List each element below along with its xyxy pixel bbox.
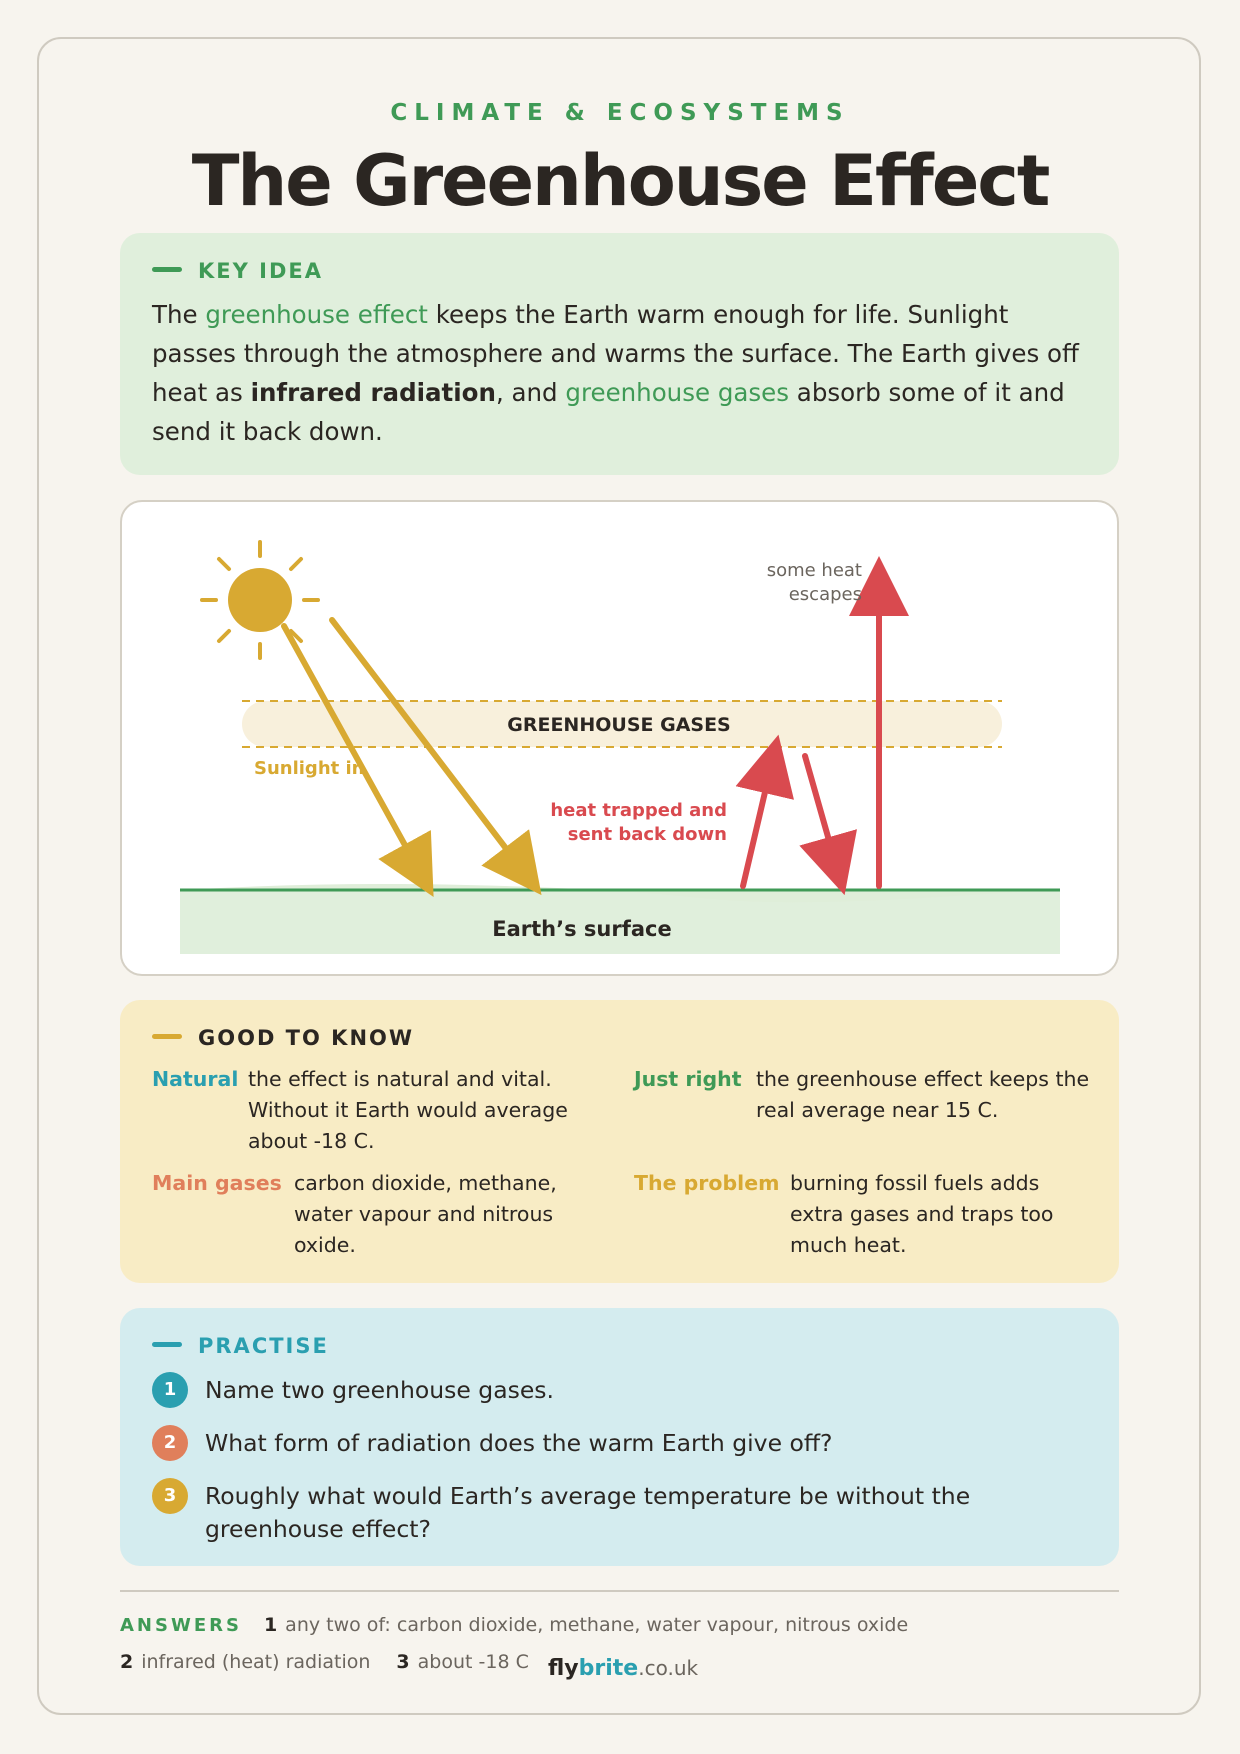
term-greenhouse-effect: greenhouse effect — [205, 300, 428, 329]
key-idea-text-part: keeps the Earth warm enough for life. Sunlight passes through the atmosphere and warms the surface. The Earth gives off heat as — [152, 300, 1079, 407]
question-item — [152, 1427, 1052, 1467]
answer-number: 1 — [263, 1614, 278, 1636]
question-number-badge: 2 — [152, 1425, 188, 1461]
question-number-badge: 1 — [152, 1372, 188, 1408]
good-to-know-heading-text: GOOD TO KNOW — [198, 1026, 415, 1050]
answer-number: 3 — [396, 1651, 410, 1673]
brand-logo — [548, 1656, 698, 1681]
answer-text: infrared (heat) radiation — [141, 1651, 371, 1673]
answers-divider — [120, 1590, 1119, 1592]
sunlight-arrow — [284, 626, 422, 876]
key-idea-panel — [120, 233, 1119, 475]
heading-dash — [152, 1034, 182, 1039]
answer-text: any two of: carbon dioxide, methane, water vapour, nitrous oxide — [285, 1614, 909, 1636]
greenhouse-gases-label: GREENHOUSE GASES — [507, 714, 731, 736]
heading-dash — [152, 1342, 182, 1347]
fact-term: Natural — [152, 1067, 239, 1091]
question-text: Roughly what would Earth’s average temperature be without the greenhouse effect? — [205, 1482, 971, 1543]
question-text: Name two greenhouse gases. — [205, 1376, 555, 1404]
sun-icon — [202, 542, 318, 658]
fact-desc: the effect is natural and vital. Without it Earth would average about -18 C. — [248, 1067, 568, 1153]
greenhouse-diagram-panel — [120, 500, 1119, 976]
fact-term: Main gases — [152, 1171, 282, 1195]
key-idea-text — [152, 295, 1087, 451]
escape-label-line2: escapes — [788, 584, 862, 605]
practise-heading — [152, 1334, 329, 1358]
greenhouse-diagram — [122, 502, 1117, 974]
fact-main-gases — [152, 1168, 592, 1264]
trapped-label-line1: heat trapped and — [550, 800, 727, 821]
key-idea-heading-text: KEY IDEA — [198, 259, 323, 283]
rising-heat-arrow — [743, 758, 773, 886]
fact-term: The problem — [634, 1171, 780, 1195]
heading-dash — [152, 267, 182, 272]
brand-part: brite — [578, 1656, 639, 1681]
question-text: What form of radiation does the warm Earth give off? — [205, 1429, 833, 1457]
key-idea-text-part: , and — [495, 378, 566, 407]
answer-number: 2 — [120, 1651, 134, 1673]
key-idea-text-part: The — [152, 300, 206, 329]
good-to-know-heading — [152, 1026, 414, 1050]
question-item — [152, 1374, 1052, 1414]
section-kicker: CLIMATE & ECOSYSTEMS — [390, 100, 850, 126]
key-idea-heading — [152, 259, 323, 283]
answers-line-1 — [120, 1607, 1119, 1644]
term-greenhouse-gases: greenhouse gases — [565, 378, 790, 407]
key-idea-text-part: absorb some of it and send it back down. — [152, 378, 1065, 446]
brand-part: .co.uk — [638, 1656, 699, 1680]
brand-part: fly — [548, 1656, 579, 1681]
fact-desc: carbon dioxide, methane, water vapour and nitrous oxide. — [294, 1171, 557, 1257]
fact-term: Just right — [634, 1067, 742, 1091]
fact-desc: burning fossil fuels adds extra gases and traps too much heat. — [790, 1171, 1054, 1257]
fact-desc: the greenhouse effect keeps the real average near 15 C. — [756, 1067, 1090, 1122]
good-to-know-panel — [120, 1000, 1119, 1283]
fact-just-right — [634, 1064, 1094, 1128]
question-number-badge: 3 — [152, 1478, 188, 1514]
practise-panel — [120, 1308, 1119, 1566]
term-infrared-radiation: infrared radiation — [250, 378, 496, 407]
answers-label: ANSWERS — [120, 1615, 242, 1636]
returning-heat-arrow — [805, 756, 838, 872]
surface-label: Earth’s surface — [492, 917, 672, 941]
answer-text: about -18 C — [417, 1651, 529, 1673]
escape-label-line1: some heat — [766, 560, 862, 581]
fact-the-problem — [634, 1168, 1094, 1264]
trapped-label-line2: sent back down — [567, 824, 727, 845]
question-item — [152, 1480, 1052, 1546]
practise-heading-text: PRACTISE — [198, 1334, 329, 1358]
fact-natural — [152, 1064, 592, 1160]
page-title: The Greenhouse Effect — [191, 140, 1049, 222]
sunlight-label: Sunlight in — [254, 758, 365, 779]
